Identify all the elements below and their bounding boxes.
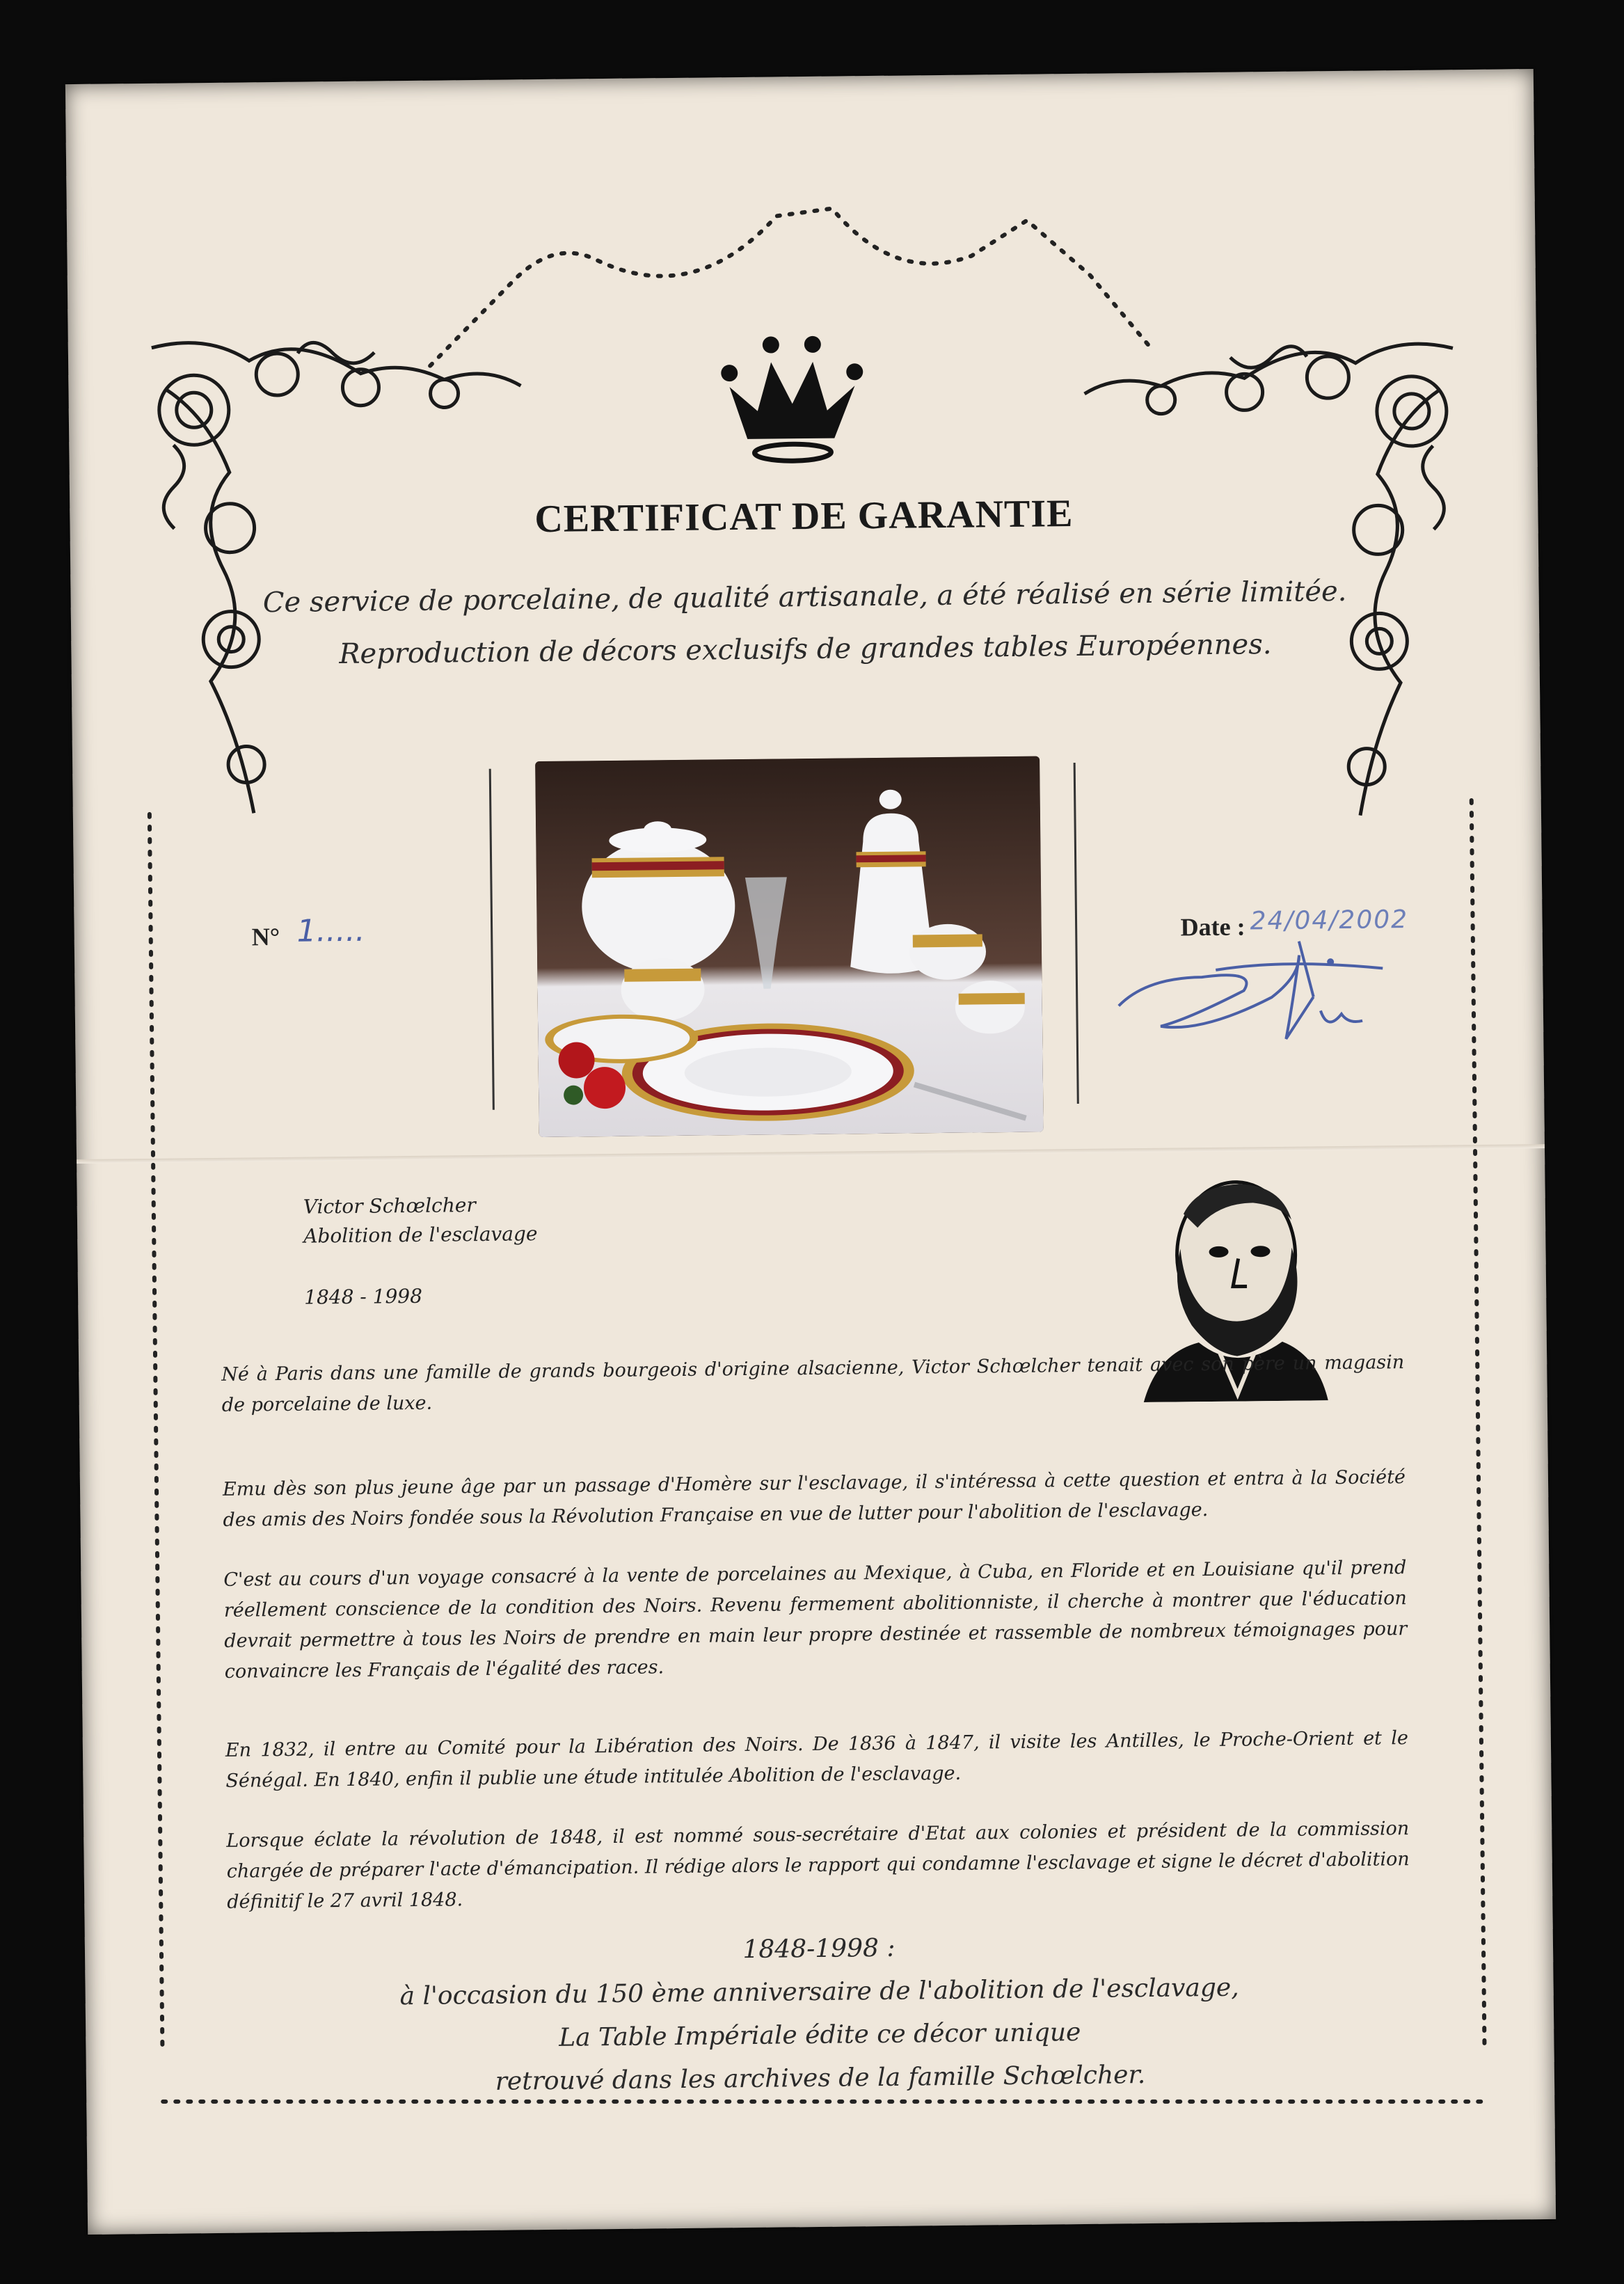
certificate-paper xyxy=(65,69,1556,2235)
bio-name: Victor Schœlcher xyxy=(303,1193,476,1219)
bio-years: 1848 - 1998 xyxy=(303,1284,423,1309)
intro-line-2: Reproduction de décors exclusifs de grandes tables Européennes. xyxy=(339,628,1272,671)
closing-line-3: La Table Impériale édite ce décor unique xyxy=(558,2018,1081,2052)
closing-line-2: à l'occasion du 150 ème anniversaire de l'abolition de l'esclavage, xyxy=(399,1973,1239,2011)
bio-paragraph-3: C'est au cours d'un voyage consacré à la vente de porcelaines au Mexique, à Cuba, en Floride et en Louisiane qu'il prend réellement conscience de la condition des Noirs. Revenu fermement abolitionniste, il cherche à montrer que l'éducation devrait permettre à tous les Noirs de prendre en main leur propre destinée et rassemble de nombreux témoignages pour convaincre les Français de l'égalité des races. xyxy=(223,1557,1408,1683)
porcelain-photo xyxy=(535,756,1044,1138)
left-ornament xyxy=(152,340,525,814)
date-label: Date : xyxy=(1180,912,1245,942)
certificate-title: CERTIFICAT DE GARANTIE xyxy=(534,491,1074,541)
intro-line-1: Ce service de porcelaine, de qualité artisanale, a été réalisé en série limitée. xyxy=(262,575,1347,619)
bio-paragraph-4: En 1832, il entre au Comité pour la Libération des Noirs. De 1836 à 1847, il visite les Antilles, le Proche-Orient et le Sénégal. En 1840, enfin il publie une étude intitulée Abolition de l'esclavage. xyxy=(225,1727,1409,1792)
bio-paragraph-2: Emu dès son plus jeune âge par un passage d'Homère sur l'esclavage, il s'intéressa à cette question et entra à la Société des amis des Noirs fondée sous la Révolution Française en vue de lutter pour l'abolition de l'esclavage. xyxy=(222,1466,1406,1531)
bio-paragraph-1: Né à Paris dans une famille de grands bourgeois d'origine alsacienne, Victor Schœlcher tenait avec son père un magasin de porcelaine de luxe. xyxy=(221,1351,1405,1416)
date-value: 24/04/2002 xyxy=(1250,905,1409,936)
closing-block xyxy=(85,1920,1554,2108)
number-label: N° xyxy=(251,922,280,951)
closing-line-4: retrouvé dans les archives de la famille Schœlcher. xyxy=(495,2061,1146,2096)
signature xyxy=(1118,940,1383,1040)
number-value: 1..... xyxy=(296,912,365,949)
bio-subtitle: Abolition de l'esclavage xyxy=(303,1222,538,1248)
crown-icon xyxy=(721,335,864,461)
closing-line-1: 1848-1998 : xyxy=(742,1933,895,1965)
bio-paragraph-5: Lorsque éclate la révolution de 1848, il est nommé sous-secrétaire d'Etat aux colonies et président de la commission chargée de préparer l'acte d'émancipation. Il rédige alors le rapport qui condamne l'esclavage et signe le décret d'abolition définitif le 27 avril 1848. xyxy=(226,1818,1410,1913)
